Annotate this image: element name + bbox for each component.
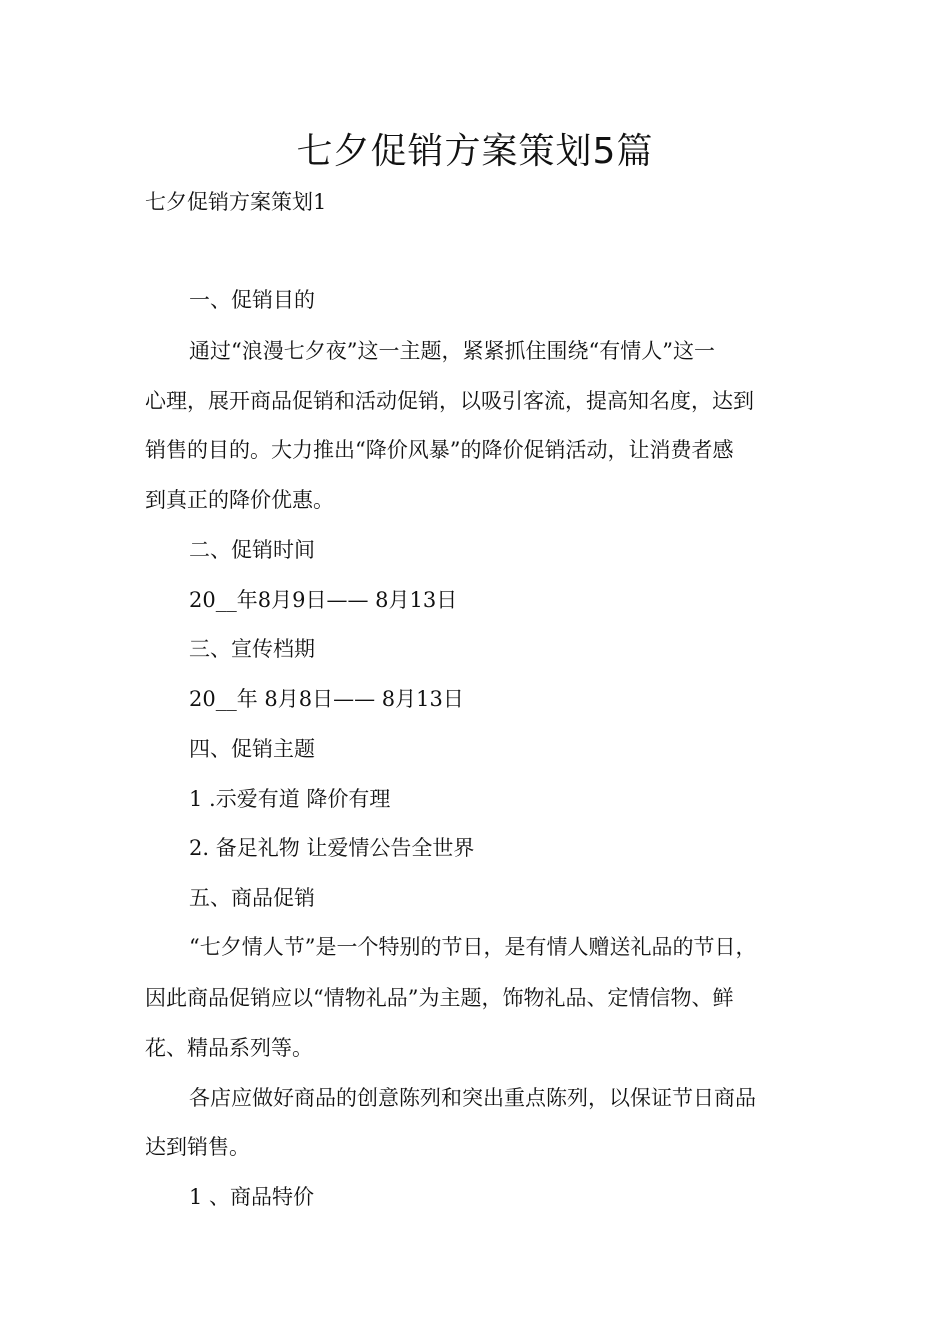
- paragraph-line: 各店应做好商品的创意陈列和突出重点陈列，以保证节日商品: [189, 1086, 756, 1110]
- paragraph-line: 销售的目的。大力推出“降价风暴”的降价促销活动，让消费者感: [145, 438, 734, 462]
- paragraph-line: 因此商品促销应以“情物礼品”为主题，饰物礼品、定情信物、鲜: [145, 986, 734, 1010]
- subheading-special-price: 1 、商品特价: [189, 1185, 315, 1209]
- heading-promotion-time: 二、促销时间: [189, 538, 315, 562]
- publicity-period-range: 20__年 8月8日—— 8月13日: [189, 687, 464, 711]
- theme-item-2: 2. 备足礼物 让爱情公告全世界: [189, 836, 475, 860]
- heading-product-promotion: 五、商品促销: [189, 886, 315, 910]
- theme-item-1: 1 .示爱有道 降价有理: [189, 787, 391, 811]
- heading-promotion-purpose: 一、促销目的: [189, 288, 315, 312]
- section-subtitle: 七夕促销方案策划1: [145, 190, 327, 214]
- paragraph-line: 花、精品系列等。: [145, 1036, 313, 1060]
- promotion-time-range: 20__年8月9日—— 8月13日: [189, 588, 458, 612]
- paragraph-line: 通过“浪漫七夕夜”这一主题，紧紧抓住围绕“有情人”这一: [189, 339, 715, 363]
- heading-promotion-theme: 四、促销主题: [189, 737, 315, 761]
- paragraph-line: 达到销售。: [145, 1135, 250, 1159]
- document-title: 七夕促销方案策划5篇: [296, 131, 654, 172]
- paragraph-line: 到真正的降价优惠。: [145, 488, 334, 512]
- paragraph-line: 心理，展开商品促销和活动促销，以吸引客流，提高知名度，达到: [145, 389, 754, 413]
- heading-publicity-period: 三、宣传档期: [189, 637, 315, 661]
- paragraph-line: “七夕情人节”是一个特别的节日，是有情人赠送礼品的节日，: [189, 935, 757, 959]
